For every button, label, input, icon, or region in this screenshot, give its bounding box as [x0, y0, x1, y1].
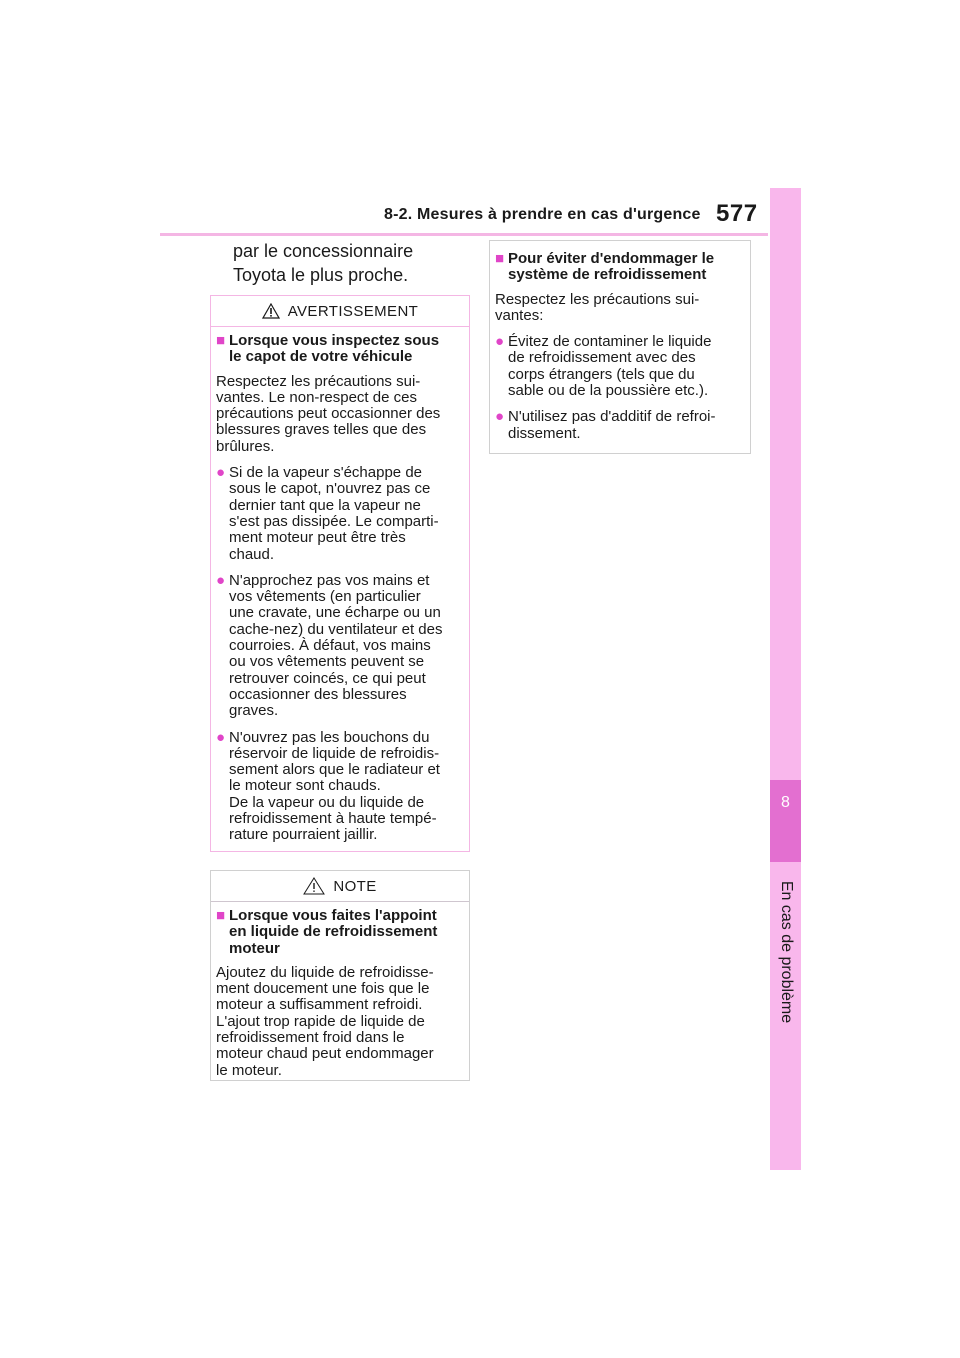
square-bullet-icon: ■	[216, 332, 226, 349]
chapter-label: En cas de problème	[778, 880, 795, 1024]
circle-bullet-icon: ●	[216, 728, 226, 746]
chapter-label-container	[768, 848, 804, 1068]
right-paragraph: Respectez les précautions sui- vantes:	[495, 290, 700, 324]
warning-triangle-icon	[262, 303, 280, 319]
list-item: ● Si de la vapeur s'échappe de sous le capot, n'ouvrez pas ce dernier tant que la vapeur ne s'est pas dissipée. Le comparti- ment moteur peut être très chaud.	[216, 464, 439, 563]
warning-paragraph: Respectez les précautions sui- vantes. Le non-respect de ces précautions peut occasionner des blessures graves telles que des brûlures.	[216, 372, 441, 455]
section-title: 8-2. Mesures à prendre en cas d'urgence	[384, 206, 701, 223]
note-paragraph: Ajoutez du liquide de refroidisse- ment doucement une fois que le moteur a suffisamment refroidi. L'ajout trop rapide de liquide de refroidissement froid dans le moteur chaud peut endommager le moteur.	[216, 963, 434, 1079]
warning-box-title: AVERTISSEMENT	[287, 302, 419, 320]
list-item: ● N'approchez pas vos mains et vos vêtements (en particulier une cravate, une écharpe ou un cache-nez) du ventilateur et des courroies. À défaut, vos mains ou vos vêtements peuvent se retrouver coincés, ce qui peut occasionner des blessures graves.	[216, 571, 443, 720]
square-bullet-icon: ■	[216, 907, 226, 924]
right-heading: ■ Pour éviter d'endommager le système de refroidissement	[495, 250, 715, 284]
right-notice-box	[489, 240, 751, 454]
circle-bullet-icon: ●	[216, 571, 226, 589]
warning-box	[210, 295, 470, 852]
list-item: ● N'utilisez pas d'additif de refroi- dissement.	[495, 408, 716, 442]
chapter-number: 8	[781, 794, 790, 811]
list-item: ● N'ouvrez pas les bouchons du réservoir de liquide de refroidis- sement alors que le radiateur et le moteur sont chauds. De la vapeur ou du liquide de refroidissement à haute tempé- rature pourraient jaillir.	[216, 728, 440, 844]
circle-bullet-icon: ●	[216, 464, 226, 482]
list-item: ● Évitez de contaminer le liquide de refroidissement avec des corps étrangers (tels que du sable ou de la poussière etc.).	[495, 333, 712, 400]
circle-bullet-icon: ●	[495, 333, 505, 351]
square-bullet-icon: ■	[495, 250, 505, 267]
warning-box-header	[211, 296, 469, 327]
intro-text: par le concessionnaire Toyota le plus proche.	[233, 241, 414, 285]
page-number: 577	[716, 200, 758, 227]
warning-heading: ■ Lorsque vous inspectez sous le capot de votre véhicule	[216, 332, 440, 366]
note-box	[210, 870, 470, 1081]
header-divider	[160, 233, 768, 236]
circle-bullet-icon: ●	[495, 408, 505, 426]
note-heading: ■ Lorsque vous faites l'appoint en liquide de refroidissement moteur	[216, 907, 438, 957]
note-box-title: NOTE	[333, 877, 377, 895]
caution-triangle-icon	[303, 877, 325, 895]
note-box-header	[211, 871, 469, 902]
